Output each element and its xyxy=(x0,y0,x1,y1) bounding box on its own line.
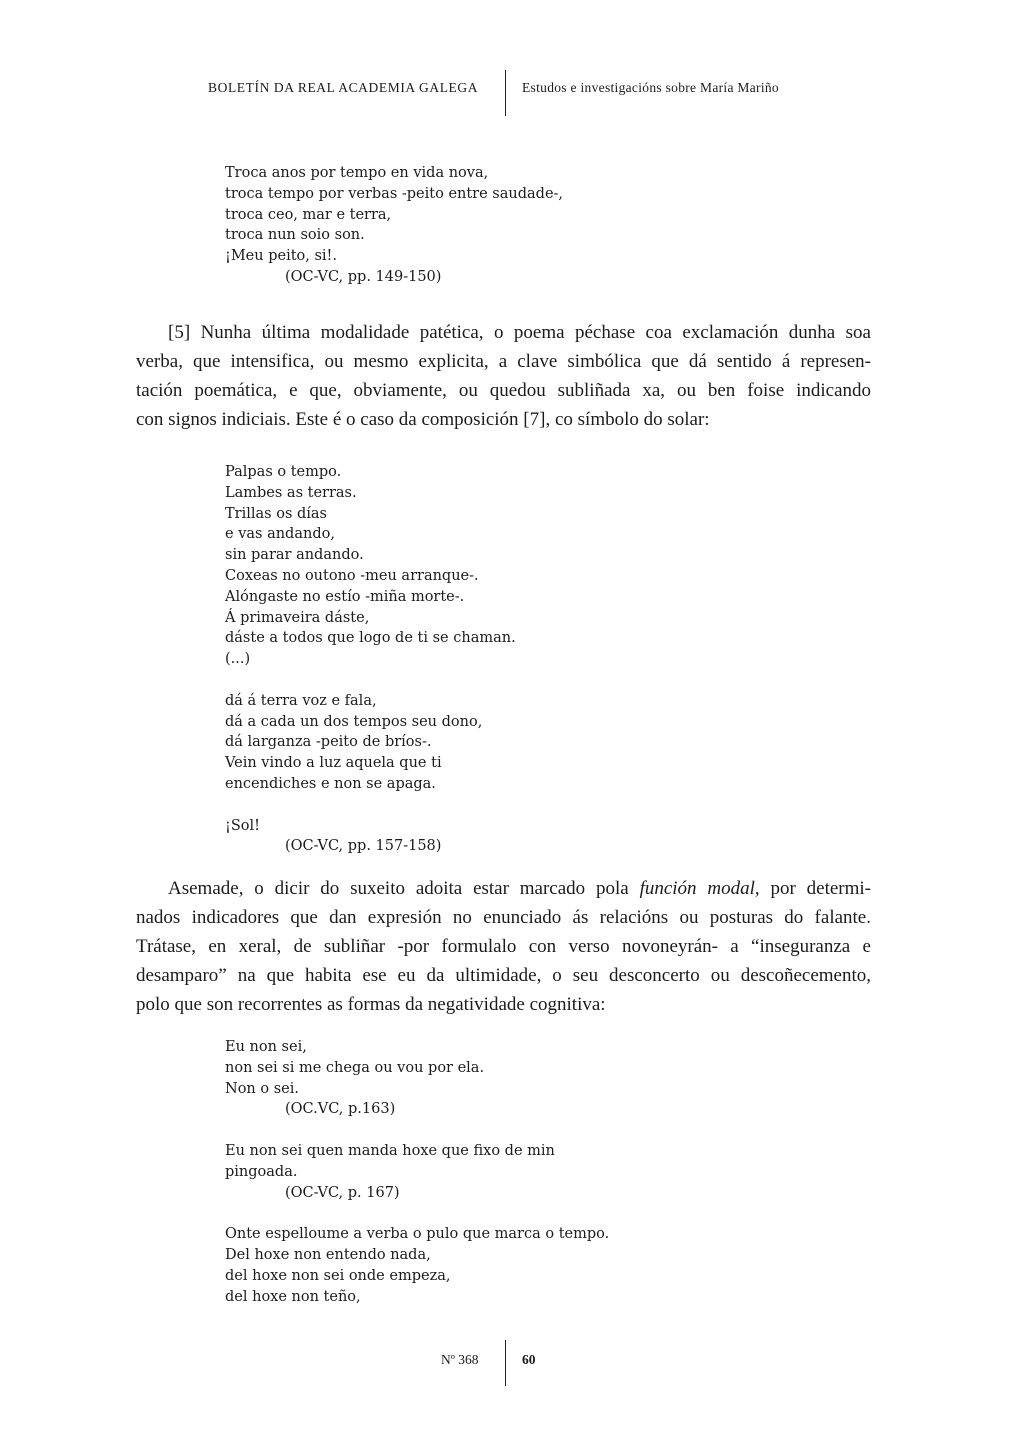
poem-line: Palpas o tempo. xyxy=(225,464,342,480)
poem-line: Coxeas no outono -meu arranque-. xyxy=(225,567,479,584)
poem-line: troca tempo por verbas -peito entre saudade-, xyxy=(225,185,564,202)
poem-line: Eu non sei, xyxy=(225,1039,307,1055)
poem-line: troca nun soio son. xyxy=(225,227,365,244)
stanza-break xyxy=(225,670,516,691)
poem-citation: (OC-VC, p. 167) xyxy=(285,1184,400,1201)
paragraph-modal xyxy=(136,874,871,1019)
poem-line: e vas andando, xyxy=(225,526,335,543)
poem-line: ¡Sol! xyxy=(225,817,260,834)
text-run: Asemade, o dicir do suxeito adoita estar marcado pola xyxy=(168,878,640,899)
poem-line: troca ceo, mar e terra, xyxy=(225,206,392,223)
stanza-break xyxy=(225,795,516,816)
stanza-break xyxy=(225,1120,609,1141)
poem-line: Troca anos por tempo en vida nova, xyxy=(225,165,489,181)
poem-line: encendiches e non se apaga. xyxy=(225,775,436,792)
text-run: , por determi- xyxy=(754,878,871,899)
page-number: 60 xyxy=(522,1352,536,1367)
poem-line: Á primaveira dáste, xyxy=(225,609,370,626)
poem-line: dá larganza -peito de bríos-. xyxy=(225,734,432,751)
poem-citation: (OC.VC, p.163) xyxy=(285,1101,396,1118)
stanza-break xyxy=(225,1203,609,1224)
poem-line: Non o sei. xyxy=(225,1080,299,1097)
paragraph-line: desamparo” na que habita ese eu da ultimidade, o seu desconcerto ou descoñecemento, xyxy=(136,965,871,986)
poem-citation: (OC-VC, pp. 149-150) xyxy=(285,268,442,285)
issue-number: Nº 368 xyxy=(441,1352,479,1367)
poem-line: dá a cada un dos tempos seu dono, xyxy=(225,713,483,730)
poem-line: Onte espelloume a verba o pulo que marca o tempo. xyxy=(225,1226,610,1243)
footer-divider xyxy=(505,1340,506,1386)
italic-term: función modal xyxy=(639,878,755,899)
poem-line: Alóngaste no estío -miña morte-. xyxy=(225,588,465,605)
paragraph-line: nados indicadores que dan expresión no enunciado ás relacións ou posturas do falante. xyxy=(136,907,871,928)
poem-line: Vein vindo a luz aquela que ti xyxy=(225,755,442,772)
poem-line: (...) xyxy=(225,651,251,668)
poem-line: dáste a todos que logo de ti se chaman. xyxy=(225,630,516,647)
poem-citation: (OC-VC, pp. 157-158) xyxy=(285,838,442,855)
paragraph-line: Trátase, en xeral, de subliñar -por formulalo con verso novoneyrán- a “inseguranza e xyxy=(136,936,871,957)
paragraph-line: verba, que intensifica, ou mesmo explicita, a clave simbólica que dá sentido á represen- xyxy=(136,351,871,372)
poem-line: Lambes as terras. xyxy=(225,484,357,501)
poem-line: dá á terra voz e fala, xyxy=(225,692,377,709)
header-divider xyxy=(505,70,506,116)
section-title: Estudos e investigacións sobre María Mariño xyxy=(522,80,779,95)
poem-line: del hoxe non sei onde empeza, xyxy=(225,1267,451,1284)
poem-quote-1 xyxy=(225,163,563,288)
poem-line: Eu non sei quen manda hoxe que fixo de min xyxy=(225,1142,555,1159)
poem-line: Del hoxe non entendo nada, xyxy=(225,1246,431,1263)
journal-title: BOLETÍN DA REAL ACADEMIA GALEGA xyxy=(208,80,479,95)
poem-line: pingoada. xyxy=(225,1163,298,1180)
poem-line: ¡Meu peito, si!. xyxy=(225,248,337,265)
paragraph-5 xyxy=(136,318,871,434)
poem-quote-2 xyxy=(225,462,516,857)
poem-line: Trillas os días xyxy=(225,505,327,522)
paragraph-line: tación poemática, e que, obviamente, ou quedou subliñada xa, ou ben foise indicando xyxy=(136,380,871,401)
paragraph-line: polo que son recorrentes as formas da negatividade cognitiva: xyxy=(136,994,606,1015)
paragraph-line xyxy=(136,874,871,903)
poem-line: del hoxe non teño, xyxy=(225,1288,361,1305)
poem-quote-3 xyxy=(225,1037,609,1307)
poem-line: non sei si me chega ou vou por ela. xyxy=(225,1059,485,1076)
paragraph-line: con signos indiciais. Este é o caso da composición [7], co símbolo do solar: xyxy=(136,409,710,430)
paragraph-line: [5] Nunha última modalidade patética, o poema péchase coa exclamación dunha soa xyxy=(168,322,871,343)
poem-line: sin parar andando. xyxy=(225,547,364,564)
